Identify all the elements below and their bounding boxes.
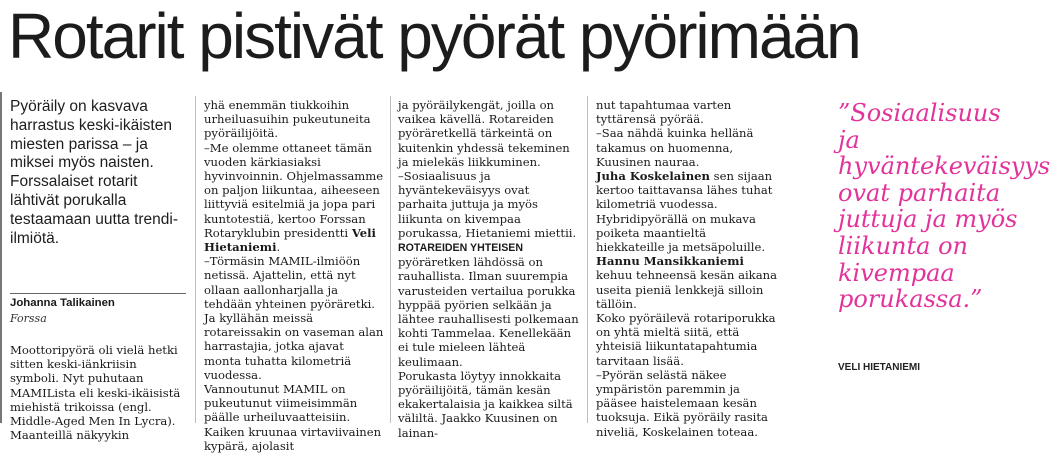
body-paragraph: –Me olemme ottaneet tämän vuoden kärkiasiaksi hyvinvoinnin. Ohjelmassamme on paljon liikuntaa, aiheeseen liittyviä esitelmiä ja jopa pari kuntotestiä, kertoo Forssan Rotaryklubin presidentti Veli Hietaniemi. [204, 140, 384, 255]
lead-paragraph: Pyöräily on kasvava harrastus keski-ikäisten miesten parissa – ja miksei myös naisten. Forssalaiset rotarit lähtivät porukalla testaamaan uutta trendi-ilmiötä. [10, 98, 179, 247]
column-divider [587, 96, 588, 423]
body-paragraph: nut tapahtumaa varten tyttärensä pyörää. [596, 98, 732, 127]
column-divider [195, 96, 196, 423]
body-paragraph: Vannoutunut MAMIL on pukeutunut viimeisimmän päälle urheiluvaatteisiin. Kaiken kruunaa virtaviivainen kypärä, ajolasit [204, 382, 382, 453]
pull-quote: ”Sosiaalisuus ja hyväntekeväisyys ovat parhaita juttuja ja myös liikunta on kivempaa porukassa.” [838, 99, 1050, 314]
column-2 [204, 98, 384, 453]
column-divider [390, 96, 391, 423]
pull-quote-author: VELI HIETANIEMI [838, 362, 921, 373]
byline-location: Forssa [10, 312, 47, 325]
page-edge-divider [0, 92, 2, 423]
person-name: Hannu Mansikkaniemi [596, 254, 744, 269]
column-1-body [10, 343, 188, 442]
byline-divider [10, 293, 186, 294]
body-paragraph: Juha Koskelainen sen sijaan kertoo taittavansa lähes tuhat kilometriä vuodessa. Hybridipyörällä on mukava poiketa maantieltä hiekkateille ja metsäpoluille. Hannu Mansikkaniemi kehuu tehneensä kesän aikana useita pieniä lenkkejä silloin tällöin. [596, 169, 777, 311]
body-paragraph: yhä enemmän tiukkoihin urheiluasuihin pukeutuneita pyöräilijöitä. [204, 98, 371, 141]
body-paragraph: Koko pyöräilevä rotariporukka on yhtä mieltä siitä, että yhteisiä liikuntatapahtumia tarvitaan lisää. [596, 311, 776, 368]
person-name: Juha Koskelainen [596, 169, 710, 184]
body-paragraph: ROTAREIDEN YHTEISEN pyöräretken lähdössä on rauhallista. Ilman suurempia varusteiden vertailua porukka hyppää pyörien selkään ja lähtee rauhallisesti polkemaan kohti Tammelaa. Kenellekään ei tule mieleen lähteä keulimaan. [398, 242, 579, 369]
body-paragraph: –Saa nähdä kuinka hellänä takamus on huomenna, Kuusinen nauraa. [596, 126, 754, 169]
body-paragraph: –Pyörän selästä näkee ympäristön paremmin ja pääsee haistelemaan kesän tuoksuja. Eikä pyöräily rasita niveliä, Koskelainen toteaa. [596, 367, 768, 439]
column-4 [596, 98, 778, 439]
person-name: Veli Hietaniemi [204, 225, 376, 255]
body-paragraph: –Törmäsin MAMIL-ilmiöön netissä. Ajattelin, että nyt ollaan aallonharjalla ja tehdään yhteinen pyöräretki. Ja kyllähän meissä rotareissakin on vaseman alan harrastajia, jotka ajavat monta tuhatta kilometriä vuodessa. [204, 254, 384, 382]
column-3 [398, 98, 580, 440]
body-paragraph: –Sosiaalisuus ja hyväntekeväisyys ovat parhaita juttuja ja myös liikunta on kivempaa porukassa, Hietaniemi miettii. [398, 169, 577, 240]
headline: Rotarit pistivät pyörät pyörimään [8, 0, 860, 72]
byline-author: Johanna Talikainen [10, 297, 115, 309]
section-subhead: ROTAREIDEN YHTEISEN [398, 242, 523, 255]
body-paragraph: Moottoripyörä oli vielä hetki sitten keski-iänkriisin symboli. Nyt puhutaan MAMILista eli keski-ikäisistä miehistä trikoissa (engl. Middle-Aged Men In Lycra). Maanteillä näkyykin [10, 343, 181, 443]
body-paragraph: ja pyöräilykengät, joilla on vaikea kävellä. Rotareiden pyöräretkellä tärkeintä on kuitenkin yhdessä tekeminen ja mielekäs liikkuminen. [398, 98, 570, 169]
body-paragraph: Porukasta löytyy innokkaita pyöräilijöitä, tämän kesän ekakertalaisia ja kaikkea siltä väliltä. Jaakko Kuusinen on lainan- [398, 368, 573, 440]
